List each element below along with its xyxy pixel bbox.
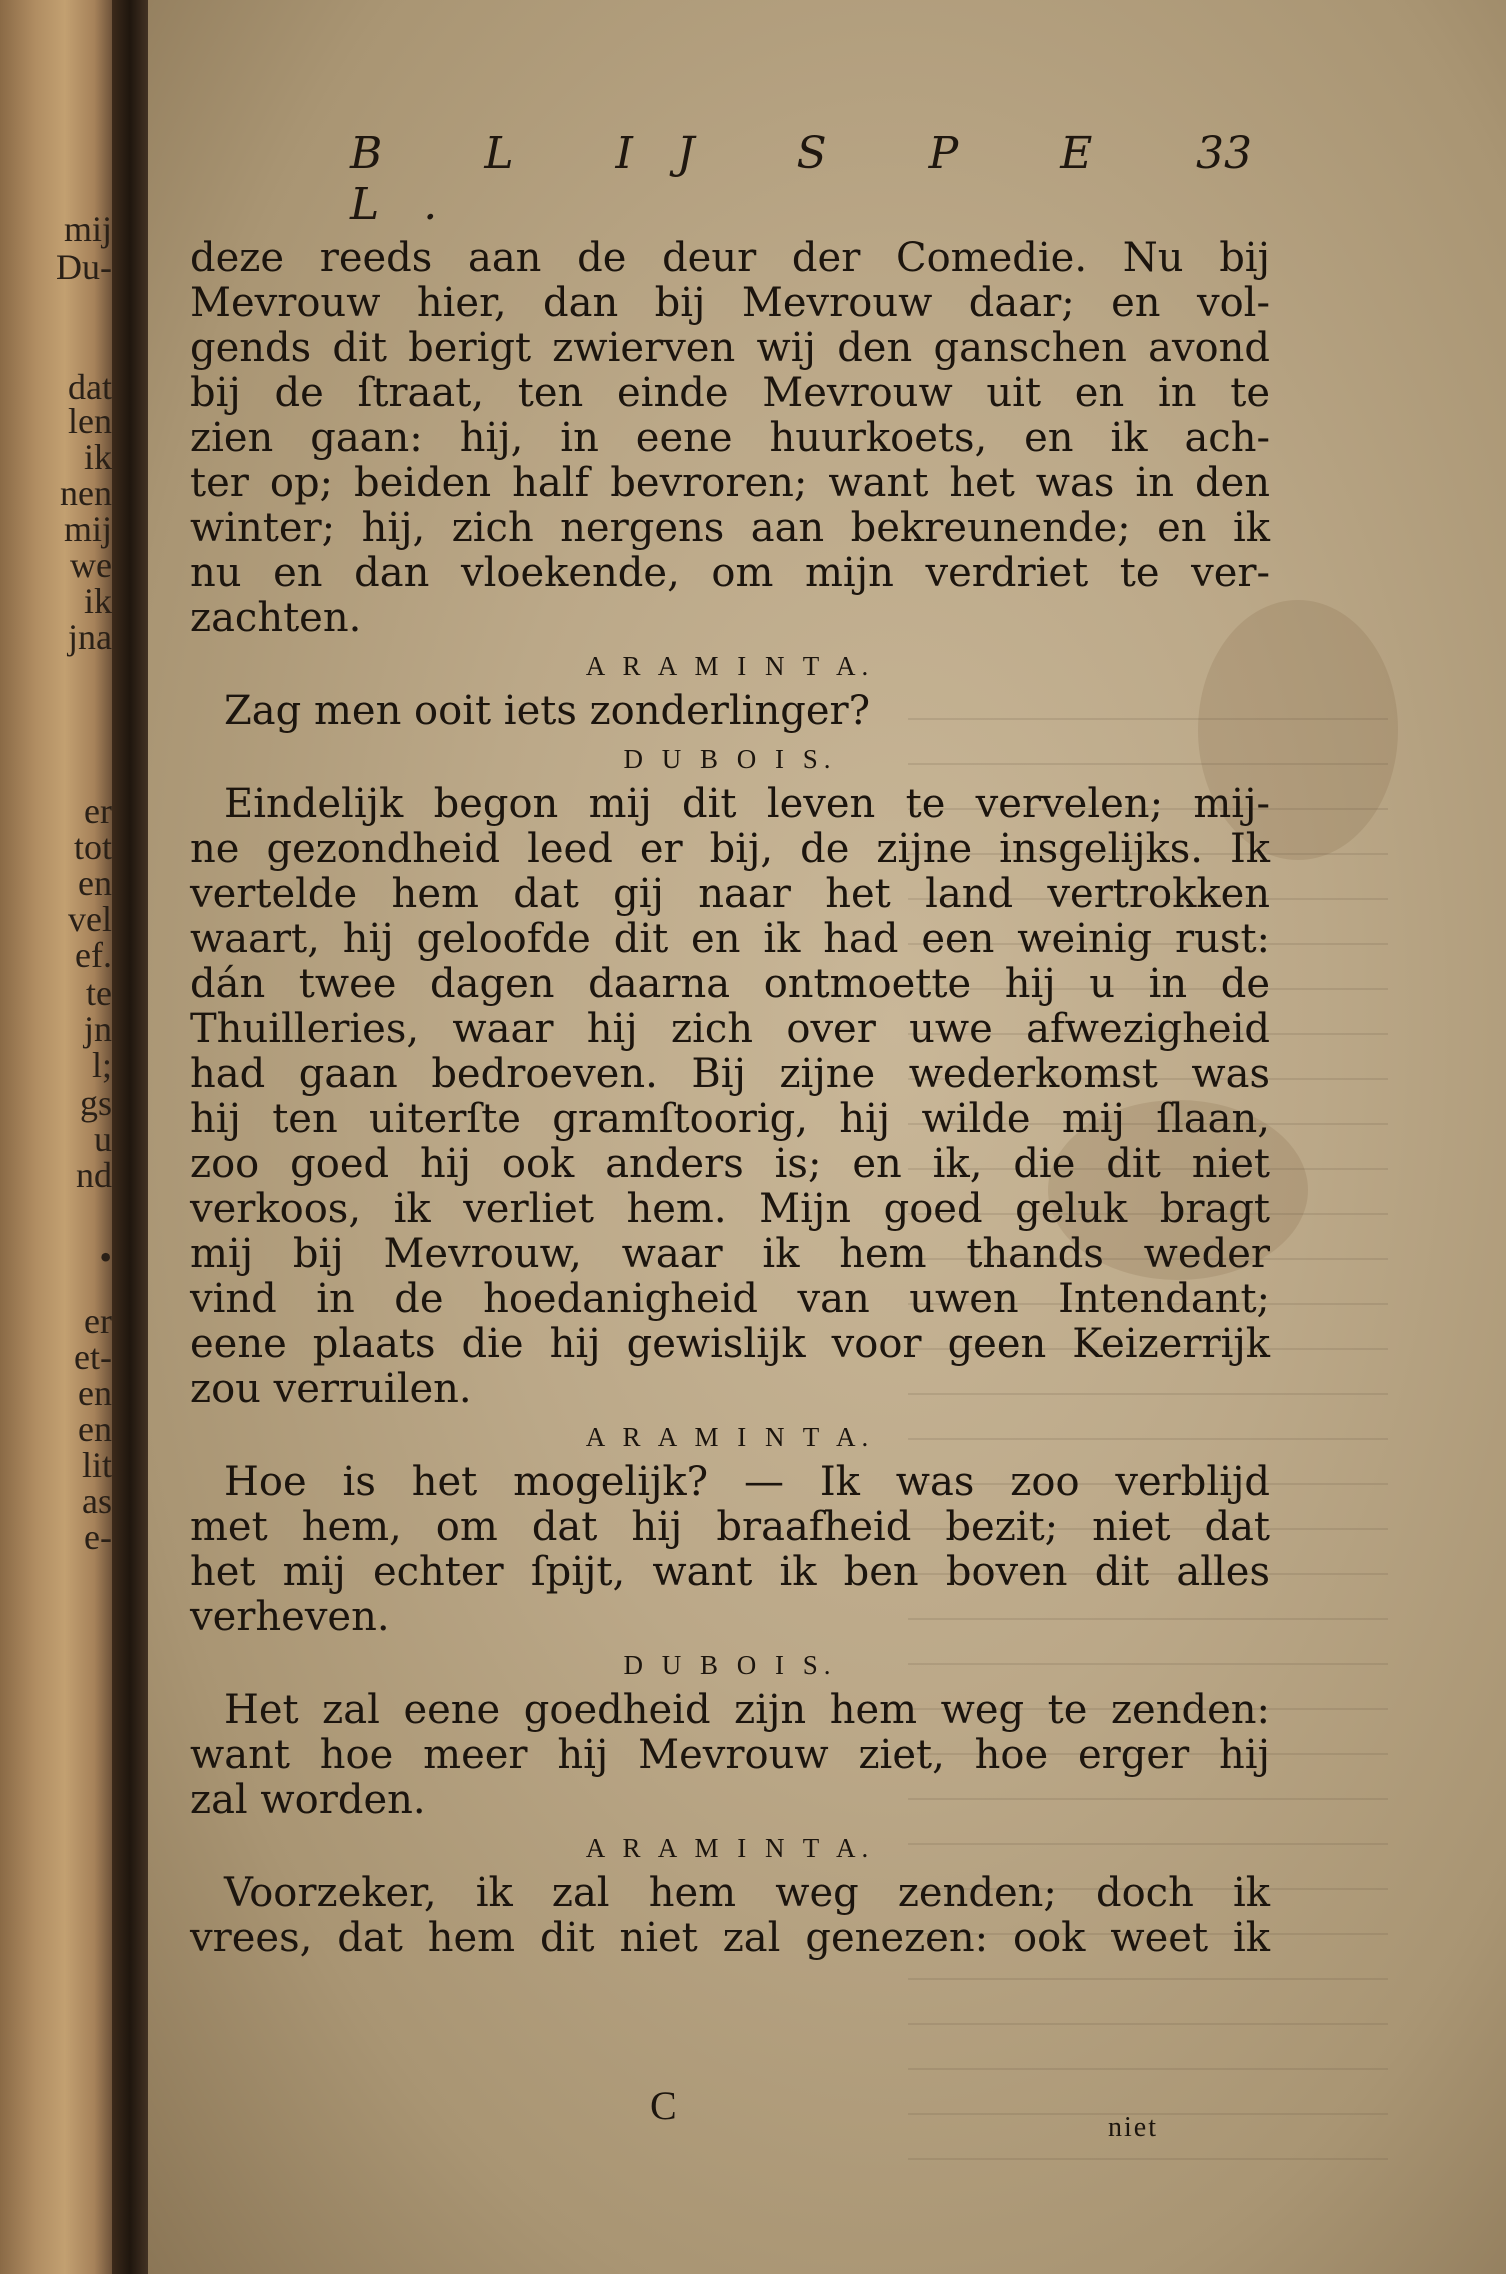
text-line: vind in de hoedanigheid van uwen Intendant; — [190, 1276, 1270, 1322]
page-number: 33 — [1196, 128, 1252, 179]
text-line: zal worden. — [190, 1777, 426, 1823]
text-line: gends dit berigt zwierven wij den ganschen avond — [190, 325, 1270, 371]
running-title: B L IJ S P E L. — [350, 128, 1137, 230]
speaker-name: D U B O I S. — [623, 1650, 837, 1680]
text-line: ne gezondheid leed er bij, de zijne insgelijks. Ik — [190, 826, 1270, 872]
text-line: had gaan bedroeven. Bij zijne wederkomst was — [190, 1051, 1270, 1097]
text-line: mij bij Mevrouw, waar ik hem thands weder — [190, 1231, 1270, 1277]
text-line: ter op; beiden half bevroren; want het was in den — [190, 460, 1270, 506]
left-page-fragment: mij — [63, 209, 112, 249]
left-page-fragment: en — [78, 863, 112, 903]
left-page-fragment: len — [68, 401, 112, 441]
text-line: dán twee dagen daarna ontmoette hij u in de — [190, 961, 1270, 1007]
left-page-fragment: tot — [73, 827, 112, 867]
text-line: het mij echter ſpijt, want ik ben boven dit alles — [190, 1549, 1270, 1595]
left-page-fragment: as — [82, 1481, 112, 1521]
left-page-fragment: Du- — [56, 247, 112, 287]
running-head — [210, 128, 1260, 230]
left-page-fragment: • — [99, 1237, 112, 1277]
text-line: zou verruilen. — [190, 1366, 472, 1412]
left-page-fragment: en — [78, 1409, 112, 1449]
left-page-fragment: lit — [81, 1445, 112, 1485]
text-line: want hoe meer hij Mevrouw ziet, hoe erger hij — [190, 1732, 1270, 1778]
left-page-fragment: jna — [68, 617, 112, 657]
text-line: zien gaan: hij, in eene huurkoets, en ik ach- — [190, 415, 1270, 461]
left-page-fragment: te — [86, 973, 112, 1013]
text-line: vrees, dat hem dit niet zal genezen: ook weet ik — [190, 1915, 1270, 1961]
left-page-fragment: mij — [63, 509, 112, 549]
page-body — [190, 236, 1270, 1961]
text-line: zachten. — [190, 595, 362, 641]
text-line: Thuilleries, waar hij zich over uwe afwezigheid — [190, 1006, 1270, 1052]
left-page — [0, 0, 118, 2274]
left-page-fragment: vel — [68, 899, 112, 939]
text-line: Hoe is het mogelijk? — Ik was zoo verblijd — [224, 1459, 1270, 1505]
left-page-fragment: we — [70, 545, 112, 585]
text-line: Zag men ooit iets zonderlinger? — [224, 688, 871, 734]
left-page-fragment: e- — [84, 1517, 112, 1557]
left-page-fragment: ik — [83, 437, 112, 477]
text-line: zoo goed hij ook anders is; en ik, die dit niet — [190, 1141, 1270, 1187]
speaker-name: A R A M I N T A. — [585, 1833, 875, 1863]
text-line: eene plaats die hij gewislijk voor geen Keizerrijk — [190, 1321, 1270, 1367]
text-line: Eindelijk begon mij dit leven te vervelen; mij- — [224, 781, 1270, 827]
text-line: vertelde hem dat gij naar het land vertrokken — [190, 871, 1270, 917]
left-page-fragment: dat — [68, 367, 112, 407]
text-line: met hem, om dat hij braafheid bezit; niet dat — [190, 1504, 1270, 1550]
left-page-fragment: nen — [60, 473, 112, 513]
signature-mark: C — [650, 2083, 677, 2128]
text-line: verkoos, ik verliet hem. Mijn goed geluk bragt — [190, 1186, 1270, 1232]
left-page-fragment: l; — [91, 1045, 112, 1085]
left-page-fragment: nd — [76, 1155, 112, 1195]
catchword: niet — [1108, 2112, 1158, 2143]
left-page-fragment: er — [84, 1301, 112, 1341]
left-page-fragment: en — [78, 1373, 112, 1413]
text-line: winter; hij, zich nergens aan bekreunende; en ik — [190, 505, 1270, 551]
left-page-fragment: u — [94, 1119, 112, 1159]
text-line: Mevrouw hier, dan bij Mevrouw daar; en vol- — [190, 280, 1270, 326]
text-line: Voorzeker, ik zal hem weg zenden; doch ik — [224, 1870, 1270, 1916]
text-line: Het zal eene goedheid zijn hem weg te zenden: — [224, 1687, 1270, 1733]
speaker-name: A R A M I N T A. — [585, 651, 875, 681]
left-page-fragment: ik — [83, 581, 112, 621]
text-line: verheven. — [190, 1594, 390, 1640]
left-page-fragment: ef. — [75, 935, 112, 975]
left-page-fragment: jn — [83, 1009, 112, 1049]
left-page-fragment: er — [84, 791, 112, 831]
book-gutter — [112, 0, 152, 2274]
speaker-name: A R A M I N T A. — [585, 1422, 875, 1452]
left-page-fragment: gs — [79, 1083, 112, 1123]
speaker-name: D U B O I S. — [623, 744, 837, 774]
text-line: waart, hij geloofde dit en ik had een weinig rust: — [190, 916, 1270, 962]
text-line: hij ten uiterſte gramſtoorig, hij wilde mij ſlaan, — [190, 1096, 1270, 1142]
left-page-fragment: et- — [74, 1337, 112, 1377]
text-line: nu en dan vloekende, om mijn verdriet te ver- — [190, 550, 1270, 596]
text-line: deze reeds aan de deur der Comedie. Nu bij — [190, 235, 1270, 281]
text-line: bij de ſtraat, ten einde Mevrouw uit en in te — [190, 370, 1270, 416]
